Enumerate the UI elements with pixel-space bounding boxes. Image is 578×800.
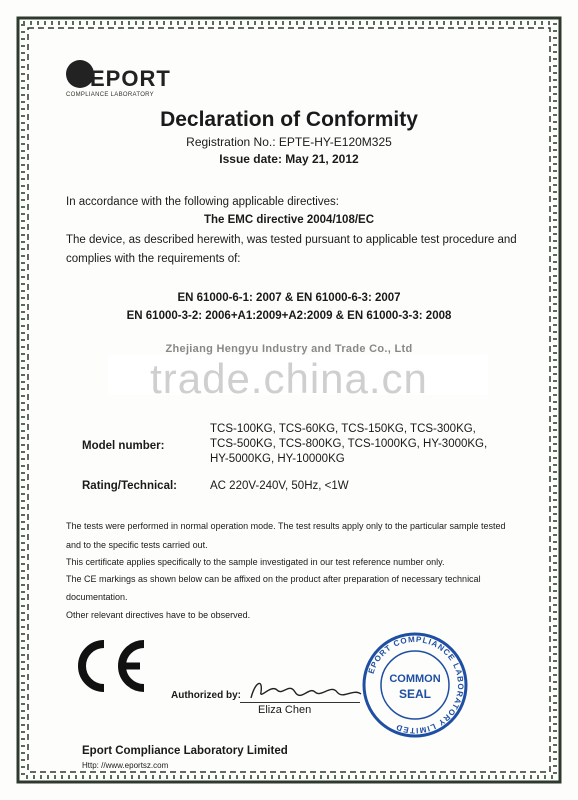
model-label: Model number: [82,440,165,452]
model-line1: TCS-100KG, TCS-60KG, TCS-150KG, TCS-300KG, [210,423,476,435]
eport-logo [66,60,171,104]
device-text-line1: The device, as described herewith, was tested pursuant to applicable test procedure and [66,234,517,246]
note-line2: and to the specific tests carried out. [66,540,208,550]
note-line5: documentation. [66,592,128,602]
signature-scribble [245,672,365,704]
common-seal-stamp [360,630,470,740]
signature-line [240,702,360,703]
stamp-ring-text: EPORT COMPLIANCE LABORATORY LIMITED [366,634,466,736]
note-line6: Other relevant directives have to be observed. [66,610,251,620]
standard-line1: EN 61000-6-1: 2007 & EN 61000-6-3: 2007 [177,292,401,304]
document-title: Declaration of Conformity [160,108,418,131]
stamp-line1: COMMON [389,673,441,685]
issue-date: Issue date: May 21, 2012 [219,152,359,166]
model-line3: HY-5000KG, HY-10000KG [210,453,345,465]
applicant-company: Zhejiang Hengyu Industry and Trade Co., Ltd [165,343,413,355]
watermark: trade.china.cn [150,355,428,402]
stamp-line2: SEAL [398,687,432,701]
model-line2: TCS-500KG, TCS-800KG, TCS-1000KG, HY-3000KG, [210,438,488,450]
note-line3: This certificate applies specifically to the sample investigated in our test reference number only. [66,557,445,567]
device-text-line2: complies with the requirements of: [66,253,241,265]
footer-company: Eport Compliance Laboratory Limited [82,745,288,757]
note-line1: The tests were performed in normal operation mode. The test results apply only to the particular sample tested [66,521,506,531]
registration-number: Registration No.: EPTE-HY-E120M325 [186,135,392,149]
authorized-label: Authorized by: [171,690,241,701]
signatory-name: Eliza Chen [258,704,312,716]
footer-url: Http: //www.eportsz.com [82,761,169,770]
directive-text: The EMC directive 2004/108/EC [203,214,375,226]
rating-value: AC 220V-240V, 50Hz, <1W [210,480,349,492]
intro-text: In accordance with the following applicable directives: [66,196,339,208]
rating-label: Rating/Technical: [82,480,177,492]
logo-subtitle: COMPLIANCE LABORATORY [66,92,154,98]
ce-mark-icon [70,636,150,696]
standard-line2: EN 61000-3-2: 2006+A1:2009+A2:2009 & EN 61000-3-3: 2008 [126,310,452,322]
logo-word: EPORT [90,66,171,91]
note-line4: The CE markings as shown below can be affixed on the product after preparation of necessary technical [66,574,481,584]
